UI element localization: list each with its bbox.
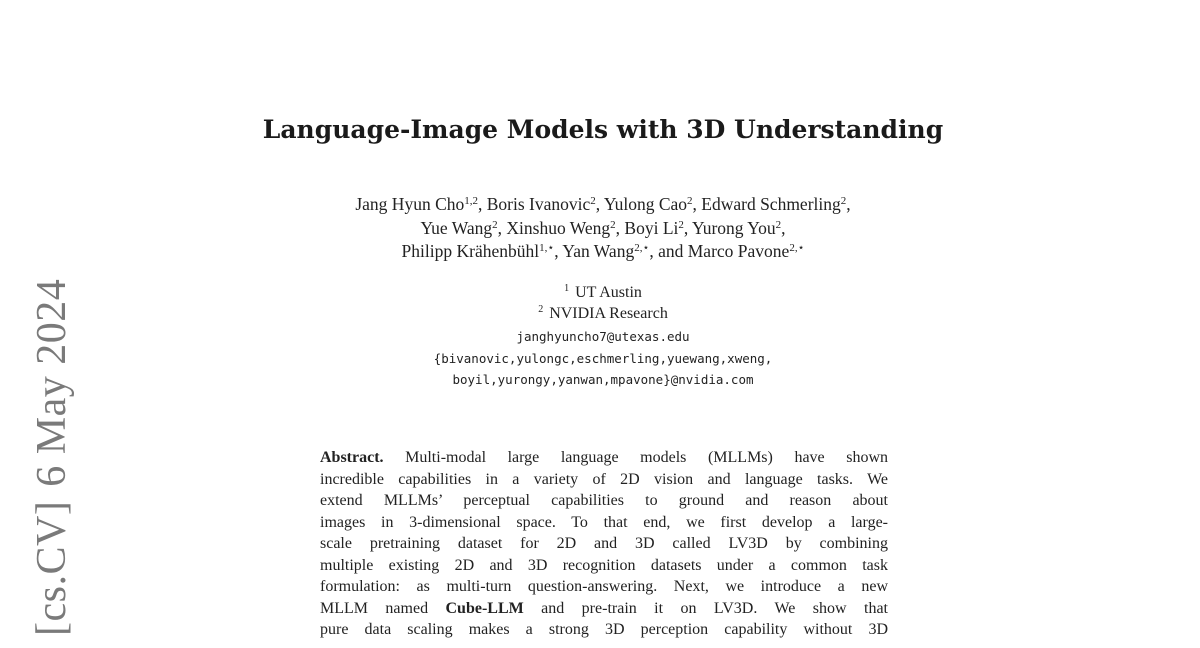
author-name: Jang Hyun Cho	[355, 194, 465, 214]
affiliation-item	[0, 282, 1200, 303]
abstract-line: pure data scaling makes a strong 3D perception capability without 3D	[320, 621, 888, 638]
author-name: Edward Schmerling	[701, 194, 841, 214]
author-affiliation-marker: 2	[610, 218, 616, 231]
abstract-line: Abstract. Multi-modal large language models (MLLMs) have shown	[320, 449, 888, 466]
author-affiliation-marker: 2	[775, 218, 782, 231]
abstract-heading: Abstract.	[320, 449, 384, 466]
author-affiliation-marker: 1,2	[464, 195, 478, 207]
abstract-body	[320, 447, 888, 641]
email-line: {bivanovic,yulongc,eschmerling,yuewang,xweng,	[433, 350, 773, 366]
author-affiliation-marker: 2	[840, 195, 847, 207]
model-name: Cube-LLM	[445, 599, 524, 617]
author-line: Philipp Krähenbühl$^{1,⋆}$, Yan Wang$^{2,⋆}$, and Marco Pavone$^{2,⋆}$	[401, 241, 805, 261]
affiliation-list	[0, 282, 1200, 324]
author-list	[0, 193, 1200, 264]
author-affiliation-marker: 1,⋆	[539, 242, 555, 254]
arxiv-category: [cs.CV]	[29, 500, 75, 636]
email-line: boyil,yurongy,yanwan,mpavone}@nvidia.com	[452, 372, 754, 387]
abstract-line: incredible capabilities in a variety of 2D vision and language tasks. We	[320, 470, 888, 488]
abstract-line: scale pretraining dataset for 2D and 3D called LV3D by combining	[320, 535, 888, 552]
affiliation-name: UT Austin	[575, 284, 642, 301]
arxiv-date: 6 May 2024	[29, 278, 75, 487]
author-name: Xinshuo Weng	[506, 217, 611, 238]
abstract-line: MLLM named Cube-LLM and pre-train it on LV3D. We show that	[320, 599, 888, 617]
author-affiliation-marker: 2	[678, 218, 684, 231]
author-name: Yan Wang	[562, 241, 635, 261]
abstract-line: images in 3-dimensional space. To that end, we first develop a large-	[320, 513, 888, 531]
author-name: Yulong Cao	[603, 194, 688, 214]
affiliation-number: 1	[564, 283, 570, 294]
author-line: Jang Hyun Cho$^{1,2}$, Boris Ivanovic$^2$, Yulong Cao$^2$, Edward Schmerling$^2$,	[355, 194, 851, 214]
abstract	[320, 447, 888, 641]
abstract-line: extend MLLMs’ perceptual capabilities to ground and reason about	[320, 492, 888, 509]
email-line: janghyuncho7@utexas.edu	[516, 329, 690, 344]
author-name: Philipp Krähenbühl	[401, 241, 540, 261]
author-affiliation-marker: 2,⋆	[634, 242, 650, 254]
affiliation-item	[0, 303, 1200, 324]
author-name: Yue Wang	[420, 217, 493, 238]
author-affiliation-marker: 2	[492, 218, 498, 231]
email-list	[0, 326, 1200, 391]
abstract-line: formulation: as multi-turn question-answering. Next, we introduce a new	[320, 578, 888, 595]
author-line: Yue Wang$^2$, Xinshuo Weng$^2$, Boyi Li$^2$, Yurong You$^2$,	[420, 217, 786, 238]
affiliation-number: 2	[538, 304, 544, 315]
author-name: Yurong You	[692, 217, 776, 238]
author-affiliation-marker: 2	[590, 195, 596, 207]
abstract-line: multiple existing 2D and 3D recognition datasets under a common task	[320, 556, 888, 574]
author-name: Boyi Li	[624, 217, 679, 238]
author-name: Boris Ivanovic	[486, 194, 591, 214]
author-affiliation-marker: 2,⋆	[789, 242, 805, 254]
author-name: Marco Pavone	[687, 241, 790, 261]
affiliation-name: NVIDIA Research	[549, 305, 668, 322]
paper-title: Language-Image Models with 3D Understanding	[262, 115, 944, 144]
author-affiliation-marker: 2	[687, 195, 693, 207]
